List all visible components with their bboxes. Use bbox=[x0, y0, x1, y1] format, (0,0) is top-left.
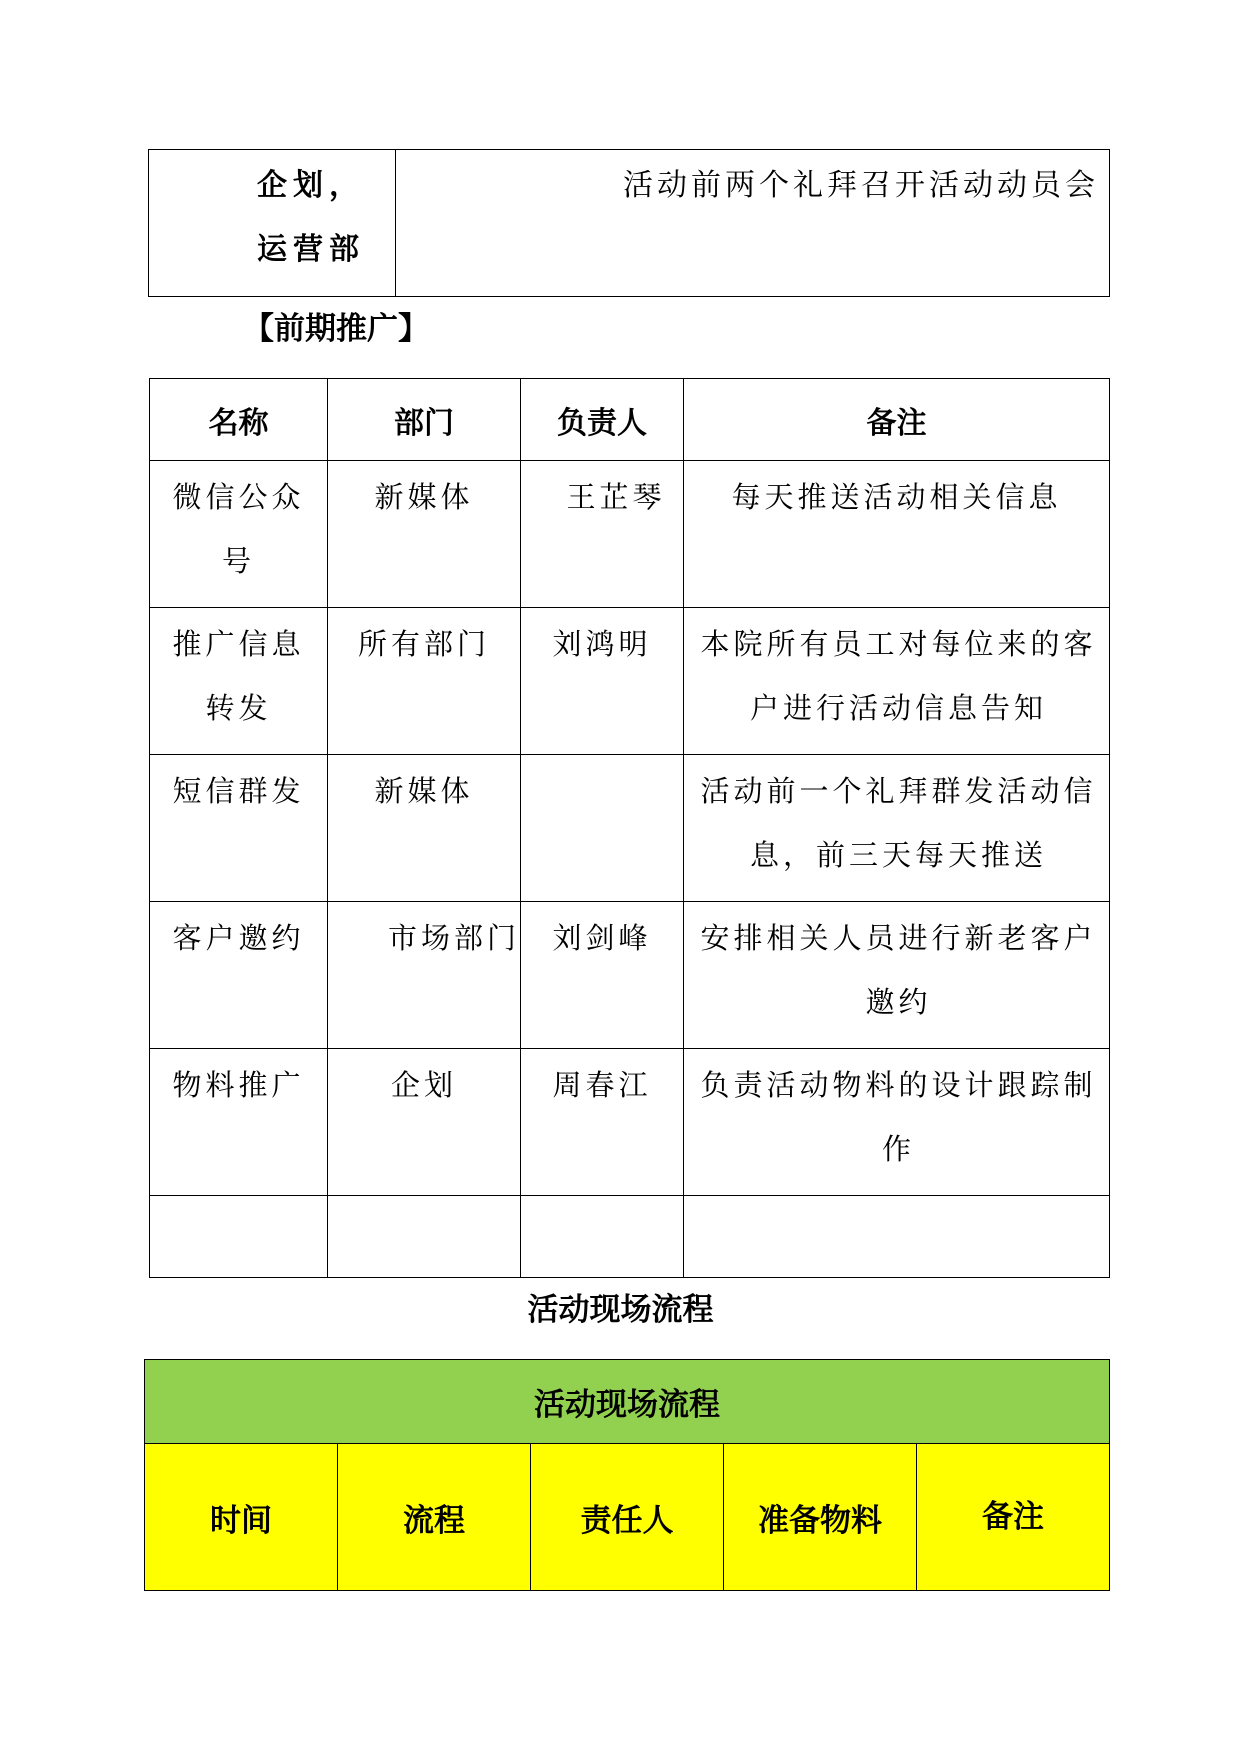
promo-cell-name: 微信公众号 bbox=[150, 461, 328, 608]
table-row bbox=[150, 461, 1110, 608]
flow-header-owner: 责任人 bbox=[531, 1444, 724, 1591]
promo-cell-note: 每天推送活动相关信息 bbox=[684, 461, 1110, 608]
promo-header-note: 备注 bbox=[684, 379, 1110, 461]
promo-cell-empty bbox=[150, 1196, 328, 1278]
promo-cell-dept: 市场部门 bbox=[328, 902, 521, 1049]
promo-cell-note: 本院所有员工对每位来的客户进行活动信息告知 bbox=[684, 608, 1110, 755]
top-right-text: 活动前两个礼拜召开活动动员会 bbox=[623, 168, 1099, 203]
promo-cell-owner: 刘剑峰 bbox=[521, 902, 684, 1049]
promo-cell-note: 活动前一个礼拜群发活动信息，前三天每天推送 bbox=[684, 755, 1110, 902]
promo-cell-dept: 企划 bbox=[328, 1049, 521, 1196]
promo-cell-empty bbox=[328, 1196, 521, 1278]
top-table bbox=[148, 149, 1110, 297]
flow-table-title: 活动现场流程 bbox=[145, 1360, 1110, 1444]
table-row bbox=[150, 902, 1110, 1049]
promo-cell-note: 负责活动物料的设计跟踪制作 bbox=[684, 1049, 1110, 1196]
promo-cell-name: 推广信息转发 bbox=[150, 608, 328, 755]
flow-section-title: 活动现场流程 bbox=[527, 1292, 714, 1328]
top-table-row bbox=[149, 150, 1110, 297]
promo-header-owner: 负责人 bbox=[521, 379, 684, 461]
promo-table bbox=[149, 378, 1110, 1278]
flow-header-process: 流程 bbox=[338, 1444, 531, 1591]
promo-cell-name: 物料推广 bbox=[150, 1049, 328, 1196]
top-left-text: 企划，运营部 bbox=[257, 168, 365, 267]
promo-cell-name: 客户邀约 bbox=[150, 902, 328, 1049]
promo-cell-dept: 新媒体 bbox=[328, 755, 521, 902]
promo-cell-empty bbox=[521, 1196, 684, 1278]
promo-cell-note: 安排相关人员进行新老客户邀约 bbox=[684, 902, 1110, 1049]
promo-cell-owner: 刘鸿明 bbox=[521, 608, 684, 755]
promo-cell-owner bbox=[521, 755, 684, 902]
promo-cell-dept: 所有部门 bbox=[328, 608, 521, 755]
flow-header-time: 时间 bbox=[145, 1444, 338, 1591]
promo-cell-owner: 王芷琴 bbox=[521, 461, 684, 608]
flow-header-row bbox=[145, 1444, 1110, 1591]
table-row bbox=[150, 1049, 1110, 1196]
table-row bbox=[150, 608, 1110, 755]
promo-header-name: 名称 bbox=[150, 379, 328, 461]
top-right-cell bbox=[396, 150, 1110, 297]
promo-cell-name: 短信群发 bbox=[150, 755, 328, 902]
flow-header-materials: 准备物料 bbox=[724, 1444, 917, 1591]
promo-cell-dept: 新媒体 bbox=[328, 461, 521, 608]
promo-header-dept: 部门 bbox=[328, 379, 521, 461]
flow-title-row bbox=[145, 1360, 1110, 1444]
promo-header-row bbox=[150, 379, 1110, 461]
flow-table bbox=[144, 1359, 1110, 1591]
table-row bbox=[150, 755, 1110, 902]
table-row-empty bbox=[150, 1196, 1110, 1278]
section-heading: 【前期推广】 bbox=[243, 311, 429, 347]
promo-cell-empty bbox=[684, 1196, 1110, 1278]
top-left-cell bbox=[149, 150, 396, 297]
promo-cell-owner: 周春江 bbox=[521, 1049, 684, 1196]
flow-header-note: 备注 bbox=[917, 1444, 1110, 1591]
